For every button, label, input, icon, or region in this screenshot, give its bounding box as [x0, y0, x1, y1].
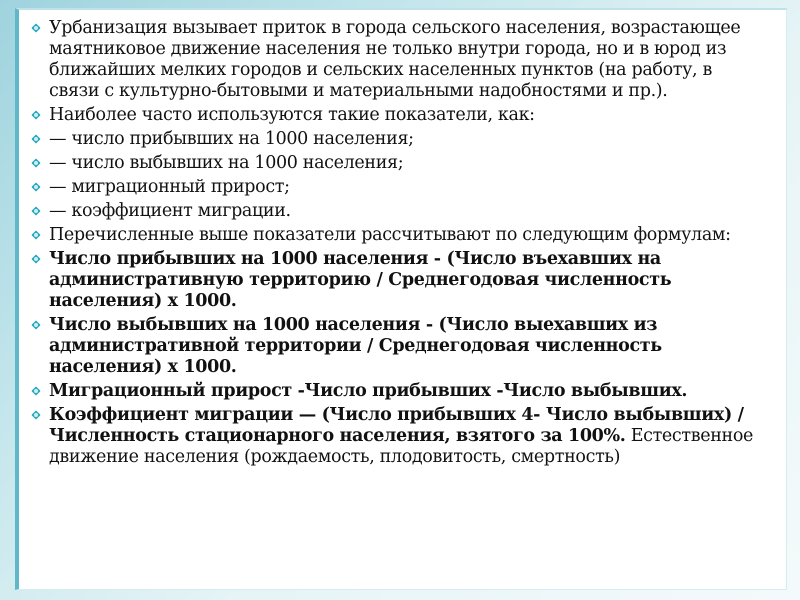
diamond-bullet-icon [31, 320, 41, 330]
list-item [27, 249, 762, 312]
list-item [27, 405, 762, 468]
diamond-bullet-icon [31, 182, 41, 192]
diamond-bullet-icon [31, 386, 41, 396]
diamond-bullet-icon [31, 410, 41, 420]
slide-content-panel [15, 8, 787, 590]
bullet-list [27, 18, 762, 468]
formula-migration-coefficient-text: Коэффициент миграции — (Число прибывших 4- Число выбывших) / Численность стационарного населения, взятого за 100%. [49, 405, 744, 446]
list-item [27, 315, 762, 378]
list-item-text: Наиболее часто используются такие показатели, как: [49, 105, 535, 125]
list-item [27, 225, 762, 246]
diamond-bullet-icon [31, 23, 41, 33]
formula-arrivals-text: Число прибывших на 1000 населения - (Число въехавших на административную территорию / Среднегодовая численность населения) х 1000. [49, 249, 672, 311]
list-item [27, 153, 762, 174]
list-item-text: — число выбывших на 1000 населения; [49, 153, 404, 173]
list-item [27, 129, 762, 150]
list-item-text: — число прибывших на 1000 населения; [49, 129, 414, 149]
diamond-bullet-icon [31, 134, 41, 144]
list-item-text: — миграционный прирост; [49, 177, 290, 197]
list-item [27, 381, 762, 402]
formula-migration-growth-text: Миграционный прирост -Число прибывших -Число выбывших. [49, 381, 688, 401]
formula-departures-text: Число выбывших на 1000 населения - (Число выехавших из административной территории / Среднегодовая численность населения) х 1000. [49, 315, 662, 377]
natural-movement-text: Естественное движение населения (рождаемость, плодовитость, смертность) [49, 426, 754, 467]
list-item [27, 201, 762, 222]
diamond-bullet-icon [31, 158, 41, 168]
list-item [27, 177, 762, 198]
diamond-bullet-icon [31, 206, 41, 216]
list-item-text: — коэффициент миграции. [49, 201, 291, 221]
diamond-bullet-icon [31, 110, 41, 120]
list-item-text: Урбанизация вызывает приток в города сельского населения, возрастающее маятниковое движение населения не только внутри города, но и в юрод из ближайших мелких городов и сельских населенных пунктов (на работу, в связи с культурно-бытовыми и материальными надобностями и пр.). [49, 18, 741, 101]
diamond-bullet-icon [31, 230, 41, 240]
diamond-bullet-icon [31, 254, 41, 264]
list-item [27, 18, 762, 102]
list-item [27, 105, 762, 126]
list-item-text: Перечисленные выше показатели рассчитывают по следующим формулам: [49, 225, 731, 245]
